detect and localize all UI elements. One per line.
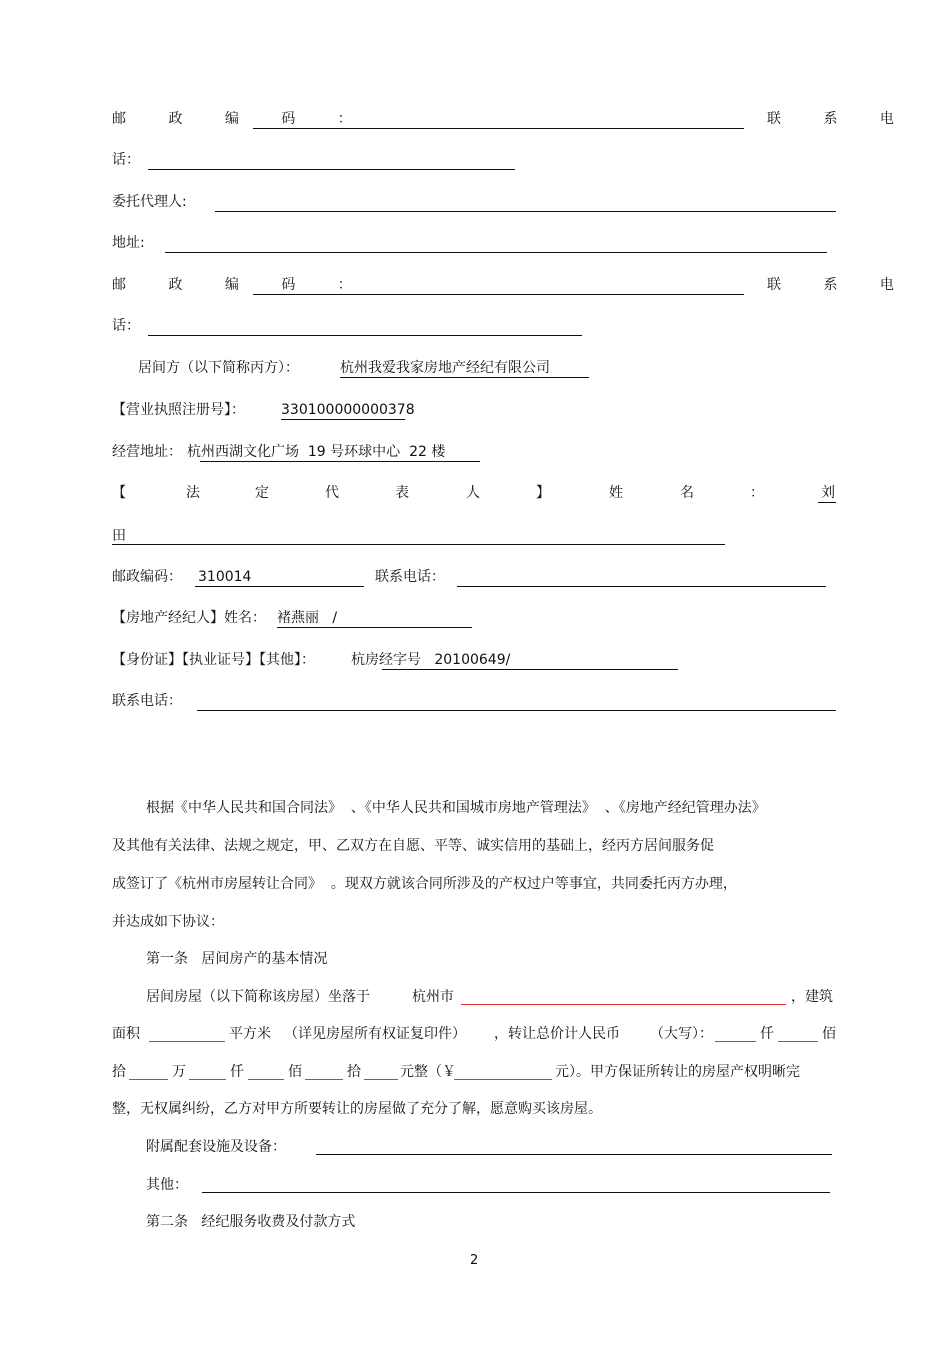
agent-label: 委托代理人: xyxy=(112,194,187,210)
city-label: 杭州市 xyxy=(412,989,454,1005)
id-field[interactable] xyxy=(382,669,678,670)
agent-field[interactable] xyxy=(215,211,836,212)
c-postal-field[interactable] xyxy=(195,586,364,587)
rep-name-part: 田 xyxy=(112,528,126,544)
contact-label: 联系电话： xyxy=(112,693,182,709)
facilities-label: 附属配套设施及设备： xyxy=(146,1139,286,1155)
other-label: 其他： xyxy=(146,1177,188,1193)
postal-label: 邮 政 编 码 ： xyxy=(112,111,371,127)
phone-label-head: 联 系 电 xyxy=(767,111,913,127)
c-postal-label: 邮政编码： xyxy=(112,569,182,585)
license-label: 【营业执照注册号】： xyxy=(112,402,245,418)
c-phone-label: 联系电话： xyxy=(375,569,445,585)
rep-name-part: 刘 xyxy=(821,485,835,501)
broker-label: 【房地产经纪人】姓名： xyxy=(112,610,266,626)
broker-name-field[interactable] xyxy=(277,627,472,628)
rep-char: 法 xyxy=(186,485,200,501)
amount-field[interactable] xyxy=(454,1079,552,1080)
qian2-field[interactable] xyxy=(189,1079,226,1080)
contact-field[interactable] xyxy=(197,710,836,711)
article-2-heading: 第二条 经纪服务收费及付款方式 xyxy=(146,1214,356,1230)
c-postal-value: 310014 xyxy=(198,569,252,585)
postal-field-2[interactable] xyxy=(253,294,744,295)
license-number: 330100000000378 xyxy=(281,402,415,418)
area-unit: 平方米 xyxy=(229,1026,271,1042)
rep-bracket-open: 【 xyxy=(112,485,126,501)
phone-field[interactable] xyxy=(148,169,515,170)
article-1-heading: 第一条 居间房产的基本情况 xyxy=(146,951,328,967)
rep-char: 人 xyxy=(466,485,480,501)
facilities-field[interactable] xyxy=(316,1154,832,1155)
shi2-field[interactable] xyxy=(305,1079,343,1080)
yuan-zheng-label: 元整（￥ xyxy=(400,1064,456,1080)
bai2-field[interactable] xyxy=(248,1079,284,1080)
rep-char: 代 xyxy=(325,485,339,501)
rep-name-underline xyxy=(818,502,836,503)
address-field[interactable] xyxy=(165,252,827,253)
address-label: 地址: xyxy=(112,235,145,251)
unit-wan: 万 xyxy=(172,1064,186,1080)
preamble-line: 成签订了《杭州市房屋转让合同》 。现双方就该合同所涉及的产权过户等事宜，共同委托丙方办理， xyxy=(112,876,737,892)
building-suffix: ，建筑 xyxy=(791,989,833,1005)
location-prefix: 居间房屋（以下简称该房屋）坐落于 xyxy=(146,989,370,1005)
company-underline xyxy=(340,377,589,378)
id-label: 【身份证】【执业证号】【其他】： xyxy=(112,652,315,668)
price-label: ，转让总价计人民币 xyxy=(494,1026,620,1042)
unit-bai: 佰 xyxy=(288,1064,302,1080)
area-field[interactable] xyxy=(149,1041,225,1042)
id-value: 杭房经字号 20100649/ xyxy=(351,652,511,668)
license-underline xyxy=(281,419,405,420)
yuan-close-text: 元）。甲方保证所转让的房屋产权明晰完 xyxy=(555,1064,800,1080)
unit-shi: 拾 xyxy=(347,1064,361,1080)
preamble-line: 及其他有关法律、法规之规定，甲、乙双方在自愿、平等、诚实信用的基础上，经丙方居间服务促 xyxy=(112,838,714,854)
preamble-line: 并达成如下协议： xyxy=(112,914,224,930)
phone-field-2[interactable] xyxy=(148,335,582,336)
company-name: 杭州我爱我家房地产经纪有限公司 xyxy=(340,360,550,376)
other-field[interactable] xyxy=(202,1192,830,1193)
bai1-field[interactable] xyxy=(778,1041,818,1042)
unit-qian: 仟 xyxy=(760,1026,774,1042)
rep-bracket-close: 】 xyxy=(536,485,550,501)
article-1-line: 整，无权属纠纷，乙方对甲方所要转让的房屋做了充分了解，愿意购买该房屋。 xyxy=(112,1101,602,1117)
unit-bai: 佰 xyxy=(822,1026,836,1042)
qian1-field[interactable] xyxy=(715,1041,756,1042)
broker-name: 褚燕丽 / xyxy=(277,610,338,626)
name-label-char: 名 xyxy=(680,485,694,501)
phone-label-head-2: 联 系 电 xyxy=(767,277,913,293)
location-field[interactable] xyxy=(461,1004,786,1005)
shi1-field[interactable] xyxy=(129,1079,168,1080)
preamble-line: 根据《中华人民共和国合同法》 、《中华人民共和国城市房地产管理法》 、《房地产经纪管理办法》 xyxy=(146,800,766,816)
unit-qian: 仟 xyxy=(230,1064,244,1080)
yuan-field[interactable] xyxy=(364,1079,398,1080)
rep-char: 表 xyxy=(395,485,409,501)
rep-name-field[interactable] xyxy=(112,544,725,545)
postal-label-2: 邮 政 编 码 ： xyxy=(112,277,371,293)
phone-label-tail: 话： xyxy=(112,152,140,168)
unit-shi: 拾 xyxy=(112,1064,126,1080)
area-note: （详见房屋所有权证复印件） xyxy=(284,1026,466,1042)
capital-label: （大写）： xyxy=(650,1026,713,1042)
name-colon: ： xyxy=(750,485,764,501)
page-number: 2 xyxy=(470,1253,479,1268)
business-address-underline xyxy=(200,461,480,462)
name-label-char: 姓 xyxy=(609,485,623,501)
c-phone-field[interactable] xyxy=(457,586,826,587)
area-label: 面积 xyxy=(112,1026,140,1042)
rep-char: 定 xyxy=(255,485,269,501)
postal-field[interactable] xyxy=(253,128,744,129)
business-address: 杭州西湖文化广场 19 号环球中心 22 楼 xyxy=(187,444,446,460)
intermediary-label: 居间方（以下简称丙方）： xyxy=(138,360,299,376)
business-address-label: 经营地址： xyxy=(112,444,182,460)
phone-label-tail-2: 话： xyxy=(112,318,140,334)
